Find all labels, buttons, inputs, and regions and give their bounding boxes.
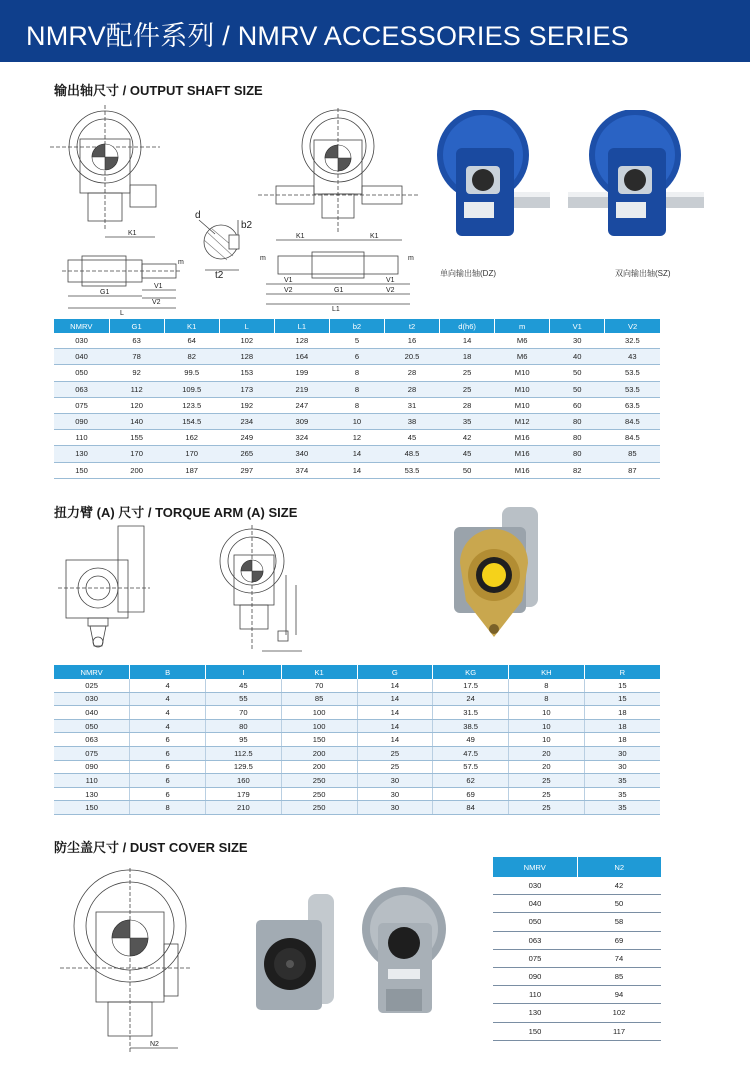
table-cell: 030 (493, 877, 577, 895)
table-cell: 50 (550, 381, 605, 397)
column-header: b2 (329, 319, 384, 333)
column-header: d(h6) (440, 319, 495, 333)
table-cell: 153 (219, 365, 274, 381)
table-cell: 20 (509, 760, 585, 774)
table-row (54, 381, 660, 397)
column-header: G (357, 665, 433, 679)
column-header: V2 (605, 319, 660, 333)
table-cell: 50 (550, 365, 605, 381)
table-cell: 20 (509, 746, 585, 760)
table-cell: 31 (384, 397, 439, 413)
table-row (54, 365, 660, 381)
table-cell: 102 (219, 333, 274, 349)
table-cell: 42 (577, 877, 661, 895)
table-cell: 62 (433, 774, 509, 788)
dust-cover-table-body (493, 877, 661, 1040)
table-cell: 150 (54, 801, 130, 815)
dim-n2-label: N2 (150, 1041, 159, 1048)
table-cell: 030 (54, 692, 130, 706)
table-cell: 040 (493, 895, 577, 913)
table-cell: 55 (206, 692, 282, 706)
table-cell: 87 (605, 462, 660, 478)
table-cell: 78 (109, 349, 164, 365)
dim-l-label: L (120, 310, 124, 316)
column-header: KG (433, 665, 509, 679)
table-header-row (54, 665, 660, 679)
table-cell: 6 (130, 746, 206, 760)
table-cell: 150 (493, 1022, 577, 1040)
dim-v2-right-label: V2 (386, 287, 395, 294)
table-cell: 210 (206, 801, 282, 815)
table-cell: M10 (495, 365, 550, 381)
table-cell: 075 (54, 746, 130, 760)
table-cell: 58 (577, 913, 661, 931)
column-header: K1 (281, 665, 357, 679)
table-cell: 4 (130, 719, 206, 733)
output-shaft-table (54, 319, 660, 479)
table-cell: 063 (54, 733, 130, 747)
table-cell: 16 (384, 333, 439, 349)
column-header: B (130, 665, 206, 679)
table-cell: 30 (357, 774, 433, 788)
table-cell: 050 (493, 913, 577, 931)
table-cell: 25 (440, 381, 495, 397)
column-header: R (584, 665, 660, 679)
dim-d-label: d (195, 210, 201, 221)
table-cell: 15 (584, 679, 660, 692)
single-shaft-gearbox-photo (428, 110, 558, 250)
table-cell: 25 (357, 746, 433, 760)
table-cell: 324 (274, 430, 329, 446)
table-cell: 063 (493, 931, 577, 949)
dust-cover-table (493, 857, 661, 1041)
column-header: t2 (384, 319, 439, 333)
table-cell: 84.5 (605, 413, 660, 429)
table-row (493, 986, 661, 1004)
table-cell: M16 (495, 462, 550, 478)
table-cell: 35 (584, 787, 660, 801)
column-header: L1 (274, 319, 329, 333)
table-row (54, 801, 660, 815)
table-cell: 155 (109, 430, 164, 446)
dim-v1-left-label: V1 (284, 277, 293, 284)
table-row (493, 967, 661, 985)
table-cell: 18 (440, 349, 495, 365)
table-cell: 25 (509, 801, 585, 815)
dim-v2-left-label: V2 (284, 287, 293, 294)
table-cell: 128 (274, 333, 329, 349)
table-cell: M16 (495, 430, 550, 446)
table-row (493, 877, 661, 895)
dim-k1-left-label: K1 (296, 233, 305, 240)
table-cell: 170 (109, 446, 164, 462)
table-cell: 8 (130, 801, 206, 815)
table-cell: 090 (54, 413, 109, 429)
dim-v1-label: V1 (154, 283, 163, 290)
table-cell: 25 (440, 365, 495, 381)
table-cell: 102 (577, 1004, 661, 1022)
table-cell: 8 (509, 692, 585, 706)
table-cell: 130 (493, 1004, 577, 1022)
table-cell: 130 (54, 446, 109, 462)
table-cell: 30 (550, 333, 605, 349)
table-cell: 82 (550, 462, 605, 478)
table-cell: 35 (584, 774, 660, 788)
table-cell: M12 (495, 413, 550, 429)
table-cell: 64 (164, 333, 219, 349)
table-cell: 49 (433, 733, 509, 747)
table-cell: 117 (577, 1022, 661, 1040)
table-cell: 297 (219, 462, 274, 478)
table-cell: 14 (357, 692, 433, 706)
table-cell: 25 (509, 774, 585, 788)
table-cell: 173 (219, 381, 274, 397)
table-cell: 40 (550, 349, 605, 365)
table-cell: 050 (54, 365, 109, 381)
table-row (54, 679, 660, 692)
table-row (54, 430, 660, 446)
table-cell: 265 (219, 446, 274, 462)
table-cell: 063 (54, 381, 109, 397)
dust-cover-section-title: 防尘盖尺寸 / DUST COVER SIZE (54, 840, 248, 855)
table-cell: 340 (274, 446, 329, 462)
table-cell: 50 (577, 895, 661, 913)
table-cell: 200 (281, 746, 357, 760)
table-cell: 6 (130, 787, 206, 801)
column-header: V1 (550, 319, 605, 333)
table-cell: 24 (433, 692, 509, 706)
table-cell: 25 (509, 787, 585, 801)
table-cell: 18 (584, 733, 660, 747)
table-cell: 53.5 (384, 462, 439, 478)
table-cell: 38.5 (433, 719, 509, 733)
table-row (493, 1022, 661, 1040)
dim-k1-label: K1 (128, 230, 137, 237)
table-cell: 82 (164, 349, 219, 365)
table-cell: 090 (54, 760, 130, 774)
table-cell: 14 (357, 719, 433, 733)
dust-cover-front-photo (356, 885, 451, 1025)
table-cell: 100 (281, 719, 357, 733)
table-cell: 10 (509, 719, 585, 733)
table-cell: 35 (584, 801, 660, 815)
double-shaft-gearbox-photo (560, 110, 710, 250)
table-row (54, 333, 660, 349)
single-shaft-front-drawing (50, 105, 180, 250)
table-cell: 12 (329, 430, 384, 446)
table-cell: 075 (493, 949, 577, 967)
table-cell: 5 (329, 333, 384, 349)
table-cell: 4 (130, 679, 206, 692)
dim-g1-double-label: G1 (334, 287, 344, 294)
table-cell: 45 (206, 679, 282, 692)
table-cell: 70 (281, 679, 357, 692)
table-cell: M16 (495, 446, 550, 462)
table-cell: 30 (357, 787, 433, 801)
table-row (54, 746, 660, 760)
table-cell: 15 (584, 692, 660, 706)
double-shaft-drawing (258, 108, 418, 313)
column-header: G1 (109, 319, 164, 333)
table-cell: 128 (219, 349, 274, 365)
table-cell: 80 (550, 430, 605, 446)
table-cell: 374 (274, 462, 329, 478)
table-cell: 170 (164, 446, 219, 462)
table-cell: 10 (509, 706, 585, 720)
table-cell: 85 (605, 446, 660, 462)
page-title: NMRV配件系列 / NMRV ACCESSORIES SERIES (26, 21, 629, 51)
table-cell: 150 (54, 462, 109, 478)
table-cell: 63.5 (605, 397, 660, 413)
table-row (54, 397, 660, 413)
dust-cover-drawing (60, 868, 220, 1063)
dim-b2-label: b2 (241, 220, 253, 231)
table-cell: 30 (584, 760, 660, 774)
table-cell: 8 (329, 365, 384, 381)
table-row (54, 692, 660, 706)
table-cell: 63 (109, 333, 164, 349)
table-row (493, 1004, 661, 1022)
table-cell: M10 (495, 381, 550, 397)
table-row (54, 733, 660, 747)
table-cell: 50 (440, 462, 495, 478)
table-cell: 80 (206, 719, 282, 733)
keyway-section-drawing (193, 200, 255, 280)
table-cell: 6 (329, 349, 384, 365)
table-cell: 48.5 (384, 446, 439, 462)
dim-v1-right-label: V1 (386, 277, 395, 284)
table-cell: 6 (130, 760, 206, 774)
table-cell: 187 (164, 462, 219, 478)
double-shaft-caption: 双向输出轴(SZ) (615, 269, 671, 278)
column-header: NMRV (54, 665, 130, 679)
table-cell: 140 (109, 413, 164, 429)
column-header: L (219, 319, 274, 333)
table-cell: 112 (109, 381, 164, 397)
torque-arm-photo (440, 505, 565, 645)
table-cell: 050 (54, 719, 130, 733)
table-cell: 200 (281, 760, 357, 774)
table-row (54, 706, 660, 720)
table-cell: 85 (281, 692, 357, 706)
table-cell: 6 (130, 733, 206, 747)
table-cell: 309 (274, 413, 329, 429)
table-cell: 075 (54, 397, 109, 413)
table-cell: 4 (130, 706, 206, 720)
table-cell: M6 (495, 333, 550, 349)
column-header: N2 (577, 857, 661, 877)
table-row (54, 446, 660, 462)
column-header: I (206, 665, 282, 679)
output-shaft-table-body (54, 333, 660, 478)
table-cell: 130 (54, 787, 130, 801)
table-cell: 14 (357, 706, 433, 720)
table-cell: 31.5 (433, 706, 509, 720)
table-cell: 94 (577, 986, 661, 1004)
table-cell: 249 (219, 430, 274, 446)
table-cell: 28 (384, 365, 439, 381)
table-cell: 14 (357, 733, 433, 747)
table-cell: 70 (206, 706, 282, 720)
table-cell: 110 (54, 430, 109, 446)
table-cell: 4 (130, 692, 206, 706)
table-cell: 84.5 (605, 430, 660, 446)
table-cell: M6 (495, 349, 550, 365)
column-header: NMRV (54, 319, 109, 333)
table-cell: 162 (164, 430, 219, 446)
table-cell: 110 (54, 774, 130, 788)
table-cell: 8 (329, 381, 384, 397)
table-cell: 10 (509, 733, 585, 747)
dim-k1-right-label: K1 (370, 233, 379, 240)
column-header: NMRV (493, 857, 577, 877)
table-cell: 164 (274, 349, 329, 365)
table-cell: 129.5 (206, 760, 282, 774)
table-cell: 43 (605, 349, 660, 365)
table-cell: 35 (440, 413, 495, 429)
torque-arm-table-body (54, 679, 660, 814)
table-row (54, 349, 660, 365)
table-cell: 32.5 (605, 333, 660, 349)
table-cell: 80 (550, 446, 605, 462)
dim-m-left-label: m (260, 255, 266, 262)
table-cell: 6 (130, 774, 206, 788)
dust-cover-side-photo (246, 890, 346, 1025)
table-cell: 040 (54, 349, 109, 365)
table-row (54, 413, 660, 429)
table-cell: 92 (109, 365, 164, 381)
table-row (54, 760, 660, 774)
table-cell: 18 (584, 706, 660, 720)
table-cell: 80 (550, 413, 605, 429)
table-cell: 28 (384, 381, 439, 397)
table-cell: 8 (509, 679, 585, 692)
table-cell: 38 (384, 413, 439, 429)
table-row (493, 895, 661, 913)
output-shaft-section-title: 输出轴尺寸 / OUTPUT SHAFT SIZE (54, 83, 263, 98)
table-cell: 154.5 (164, 413, 219, 429)
table-cell: 199 (274, 365, 329, 381)
table-cell: 14 (440, 333, 495, 349)
table-cell: 14 (357, 679, 433, 692)
table-cell: 45 (440, 446, 495, 462)
table-cell: 250 (281, 801, 357, 815)
torque-arm-side-drawing (58, 522, 158, 657)
column-header: K1 (164, 319, 219, 333)
table-cell: 090 (493, 967, 577, 985)
table-row (54, 774, 660, 788)
table-cell: 69 (577, 931, 661, 949)
table-row (54, 719, 660, 733)
table-cell: 030 (54, 333, 109, 349)
torque-arm-front-drawing (212, 525, 322, 660)
table-cell: 100 (281, 706, 357, 720)
torque-arm-table (54, 665, 660, 815)
dim-g1-label: G1 (100, 289, 110, 296)
table-cell: 109.5 (164, 381, 219, 397)
table-cell: 160 (206, 774, 282, 788)
dim-v2-label: V2 (152, 299, 161, 306)
table-header-row (493, 857, 661, 877)
single-shaft-side-drawing (62, 254, 192, 316)
table-row (493, 949, 661, 967)
table-cell: 30 (584, 746, 660, 760)
dim-m-right-label: m (408, 255, 414, 262)
table-cell: 200 (109, 462, 164, 478)
table-cell: 45 (384, 430, 439, 446)
table-cell: 14 (329, 446, 384, 462)
column-header: KH (509, 665, 585, 679)
table-cell: 17.5 (433, 679, 509, 692)
table-cell: 250 (281, 787, 357, 801)
table-cell: 18 (584, 719, 660, 733)
table-cell: 234 (219, 413, 274, 429)
dim-m-label: m (178, 259, 184, 266)
table-cell: 247 (274, 397, 329, 413)
table-cell: 10 (329, 413, 384, 429)
table-cell: 192 (219, 397, 274, 413)
table-cell: 57.5 (433, 760, 509, 774)
dim-t2-label: t2 (215, 270, 224, 280)
table-header-row (54, 319, 660, 333)
table-cell: 47.5 (433, 746, 509, 760)
header-banner (0, 0, 750, 62)
table-cell: 120 (109, 397, 164, 413)
table-cell: 179 (206, 787, 282, 801)
table-cell: 53.5 (605, 381, 660, 397)
column-header: m (495, 319, 550, 333)
table-cell: 110 (493, 986, 577, 1004)
table-row (54, 787, 660, 801)
table-cell: 85 (577, 967, 661, 985)
table-cell: 84 (433, 801, 509, 815)
table-cell: 14 (329, 462, 384, 478)
table-cell: 025 (54, 679, 130, 692)
table-cell: 42 (440, 430, 495, 446)
torque-arm-section-title: 扭力臂 (A) 尺寸 / TORQUE ARM (A) SIZE (54, 505, 298, 520)
table-cell: 60 (550, 397, 605, 413)
table-cell: 040 (54, 706, 130, 720)
table-cell: 219 (274, 381, 329, 397)
table-cell: 69 (433, 787, 509, 801)
table-cell: 8 (329, 397, 384, 413)
table-row (493, 913, 661, 931)
table-cell: 95 (206, 733, 282, 747)
single-shaft-caption: 单向输出轴(DZ) (440, 269, 496, 278)
table-cell: 123.5 (164, 397, 219, 413)
table-cell: 53.5 (605, 365, 660, 381)
table-cell: 28 (440, 397, 495, 413)
table-cell: 20.5 (384, 349, 439, 365)
table-cell: 112.5 (206, 746, 282, 760)
table-cell: 150 (281, 733, 357, 747)
table-row (54, 462, 660, 478)
table-cell: 250 (281, 774, 357, 788)
table-cell: M10 (495, 397, 550, 413)
table-cell: 25 (357, 760, 433, 774)
table-cell: 74 (577, 949, 661, 967)
dim-l1-label: L1 (332, 306, 340, 313)
table-cell: 99.5 (164, 365, 219, 381)
table-row (493, 931, 661, 949)
table-cell: 30 (357, 801, 433, 815)
